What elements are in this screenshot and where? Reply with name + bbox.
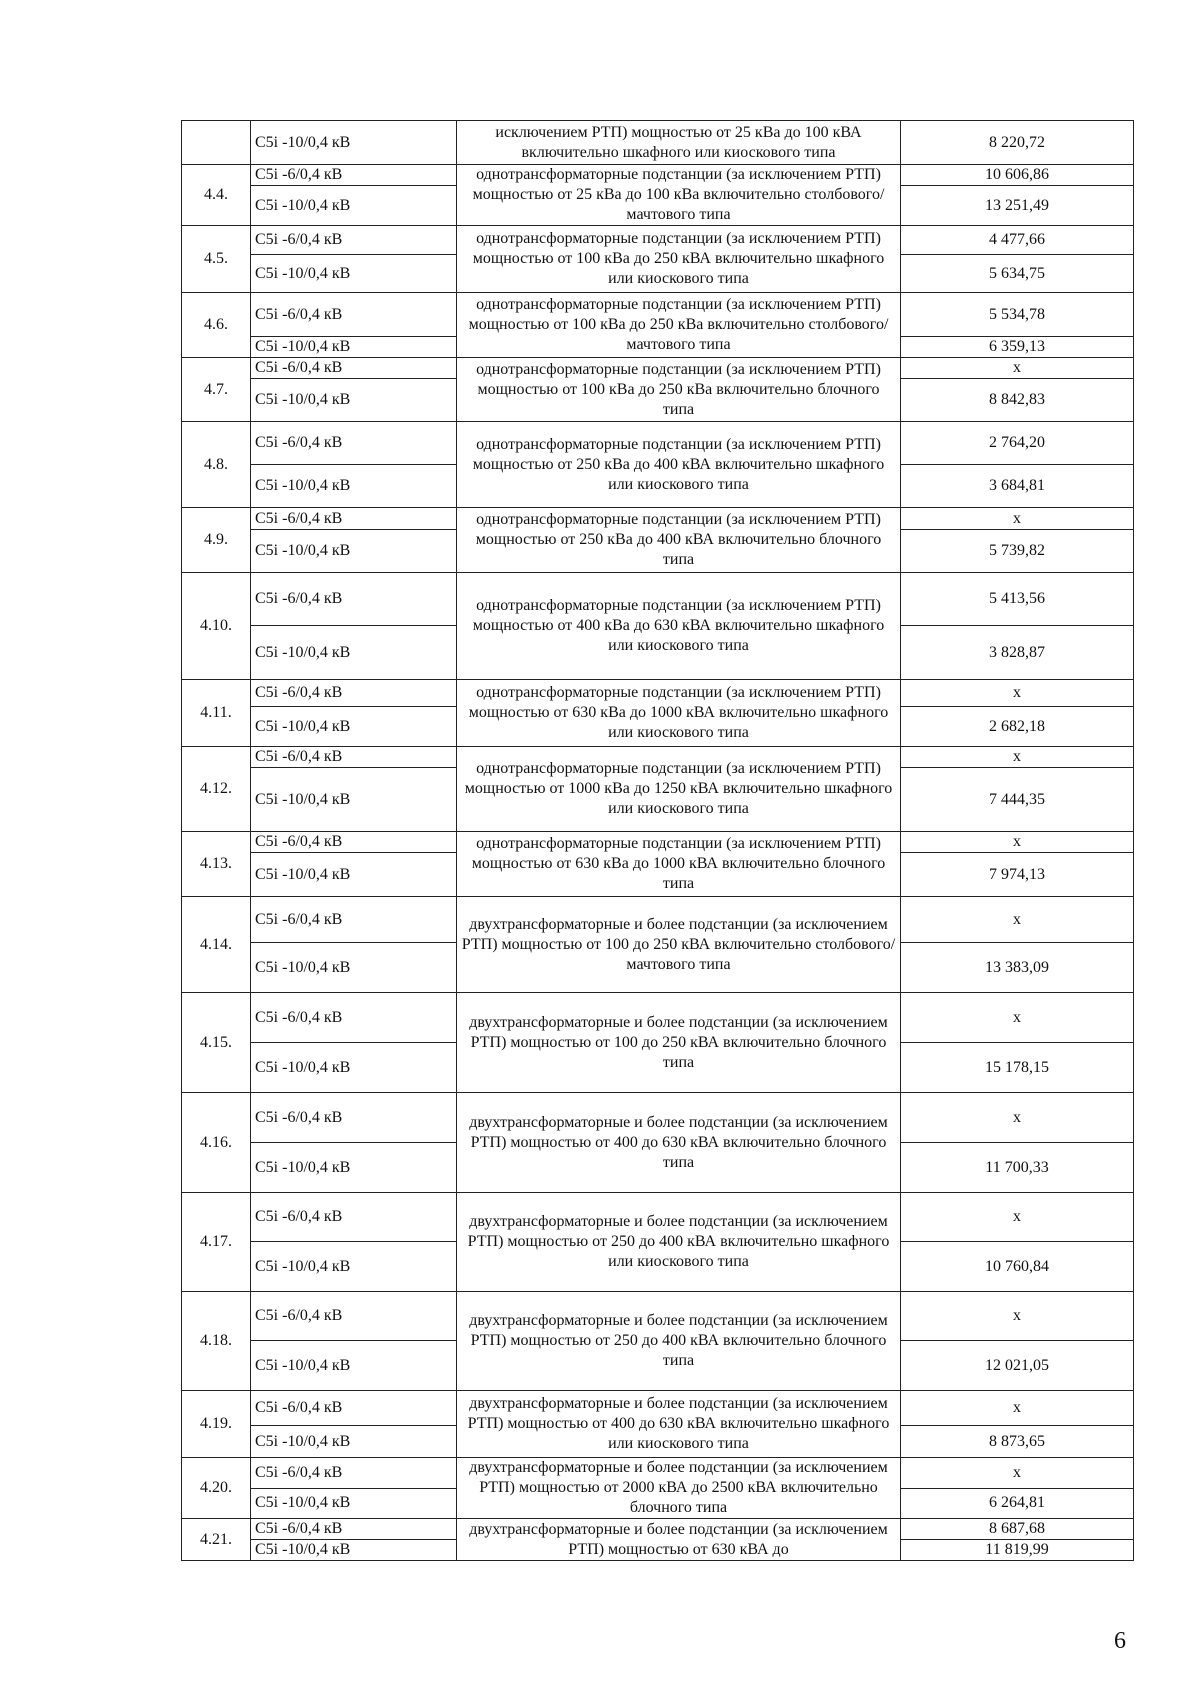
tariff-code-cell: C5i -10/0,4 кВ <box>251 1143 457 1193</box>
tariff-code-cell: C5i -6/0,4 кВ <box>251 573 457 626</box>
tariff-code-cell: C5i -6/0,4 кВ <box>251 358 457 379</box>
substation-description-cell: двухтрансформаторные и более подстанции (за исключением РТП) мощностью от 630 кВА до <box>457 1519 901 1561</box>
tariff-code-cell: C5i -10/0,4 кВ <box>251 337 457 358</box>
item-number-cell: 4.5. <box>182 226 251 293</box>
rate-value-cell: 13 383,09 <box>901 943 1134 993</box>
item-number-cell: 4.14. <box>182 897 251 993</box>
item-number-cell: 4.10. <box>182 573 251 680</box>
substation-description-cell: двухтрансформаторные и более подстанции (за исключением РТП) мощностью от 250 до 400 кВА включительно шкафного или киоскового типа <box>457 1193 901 1292</box>
tariff-code-cell: C5i -6/0,4 кВ <box>251 422 457 465</box>
rate-value-cell: 5 739,82 <box>901 530 1134 573</box>
table-row <box>182 358 1134 379</box>
item-number-cell: 4.18. <box>182 1292 251 1391</box>
rate-value-cell: 8 220,72 <box>901 121 1134 165</box>
table-row <box>182 1519 1134 1540</box>
table-row <box>182 121 1134 165</box>
rate-value-cell: 5 634,75 <box>901 255 1134 293</box>
substation-description-cell: двухтрансформаторные и более подстанции (за исключением РТП) мощностью от 100 до 250 кВА включительно блочного типа <box>457 993 901 1093</box>
substation-description-cell: однотрансформаторные подстанции (за исключением РТП) мощностью от 100 кВа до 250 кВА включительно шкафного или киоскового типа <box>457 226 901 293</box>
item-number-cell <box>182 121 251 165</box>
tariff-code-cell: C5i -10/0,4 кВ <box>251 379 457 422</box>
tariff-code-cell: C5i -10/0,4 кВ <box>251 707 457 747</box>
item-number-cell: 4.19. <box>182 1391 251 1458</box>
tariff-code-cell: C5i -6/0,4 кВ <box>251 832 457 853</box>
tariff-code-cell: C5i -6/0,4 кВ <box>251 1458 457 1489</box>
substation-description-cell: однотрансформаторные подстанции (за исключением РТП) мощностью от 630 кВа до 1000 кВА включительно блочного типа <box>457 832 901 897</box>
item-number-cell: 4.20. <box>182 1458 251 1519</box>
tariff-code-cell: C5i -6/0,4 кВ <box>251 1292 457 1341</box>
table-row <box>182 832 1134 853</box>
substation-description-cell: исключением РТП) мощностью от 25 кВа до 100 кВА включительно шкафного или киоскового типа <box>457 121 901 165</box>
table-row <box>182 573 1134 626</box>
rate-value-cell: 15 178,15 <box>901 1043 1134 1093</box>
table-row <box>182 1391 1134 1426</box>
table-row <box>182 293 1134 337</box>
item-number-cell: 4.15. <box>182 993 251 1093</box>
substation-description-cell: двухтрансформаторные и более подстанции (за исключением РТП) мощностью от 250 до 400 кВА включительно блочного типа <box>457 1292 901 1391</box>
rate-value-cell: 8 687,68 <box>901 1519 1134 1540</box>
table-row <box>182 1458 1134 1489</box>
rate-value-cell: 5 413,56 <box>901 573 1134 626</box>
item-number-cell: 4.9. <box>182 508 251 573</box>
tariff-table-body <box>182 121 1134 1561</box>
table-row <box>182 993 1134 1043</box>
rate-value-cell: х <box>901 832 1134 853</box>
tariff-code-cell: C5i -6/0,4 кВ <box>251 747 457 768</box>
table-row <box>182 747 1134 768</box>
rate-value-cell: 10 760,84 <box>901 1242 1134 1292</box>
substation-description-cell: двухтрансформаторные и более подстанции (за исключением РТП) мощностью от 100 до 250 кВА включительно столбового/мачтового типа <box>457 897 901 993</box>
rate-value-cell: х <box>901 1193 1134 1242</box>
item-number-cell: 4.11. <box>182 680 251 747</box>
tariff-code-cell: C5i -10/0,4 кВ <box>251 121 457 165</box>
page-number: 6 <box>1114 1628 1126 1654</box>
tariff-code-cell: C5i -10/0,4 кВ <box>251 1426 457 1458</box>
substation-description-cell: однотрансформаторные подстанции (за исключением РТП) мощностью от 630 кВа до 1000 кВА включительно шкафного или киоскового типа <box>457 680 901 747</box>
rate-value-cell: 7 974,13 <box>901 853 1134 897</box>
table-row <box>182 1193 1134 1242</box>
rate-value-cell: х <box>901 1093 1134 1143</box>
table-row <box>182 422 1134 465</box>
tariff-code-cell: C5i -10/0,4 кВ <box>251 186 457 226</box>
table-row <box>182 508 1134 530</box>
tariff-code-cell: C5i -10/0,4 кВ <box>251 1341 457 1391</box>
substation-description-cell: однотрансформаторные подстанции (за исключением РТП) мощностью от 400 кВа до 630 кВА включительно шкафного или киоскового типа <box>457 573 901 680</box>
tariff-code-cell: C5i -6/0,4 кВ <box>251 680 457 707</box>
rate-value-cell: 3 684,81 <box>901 465 1134 508</box>
rate-value-cell: 4 477,66 <box>901 226 1134 255</box>
table-row <box>182 165 1134 186</box>
item-number-cell: 4.17. <box>182 1193 251 1292</box>
substation-description-cell: однотрансформаторные подстанции (за исключением РТП) мощностью от 1000 кВа до 1250 кВА включительно шкафного или киоскового типа <box>457 747 901 832</box>
tariff-code-cell: C5i -10/0,4 кВ <box>251 853 457 897</box>
tariff-code-cell: C5i -10/0,4 кВ <box>251 1043 457 1093</box>
substation-description-cell: однотрансформаторные подстанции (за исключением РТП) мощностью от 100 кВа до 250 кВа включительно блочного типа <box>457 358 901 422</box>
tariff-code-cell: C5i -10/0,4 кВ <box>251 943 457 993</box>
tariff-code-cell: C5i -10/0,4 кВ <box>251 1242 457 1292</box>
tariff-code-cell: C5i -10/0,4 кВ <box>251 768 457 832</box>
item-number-cell: 4.12. <box>182 747 251 832</box>
rate-value-cell: 12 021,05 <box>901 1341 1134 1391</box>
rate-value-cell: х <box>901 508 1134 530</box>
rate-value-cell: 8 873,65 <box>901 1426 1134 1458</box>
rate-value-cell: 2 764,20 <box>901 422 1134 465</box>
substation-description-cell: однотрансформаторные подстанции (за исключением РТП) мощностью от 25 кВа до 100 кВа включительно столбового/мачтового типа <box>457 165 901 226</box>
rate-value-cell: х <box>901 747 1134 768</box>
rate-value-cell: х <box>901 1292 1134 1341</box>
tariff-code-cell: C5i -6/0,4 кВ <box>251 1093 457 1143</box>
tariff-code-cell: C5i -6/0,4 кВ <box>251 1519 457 1540</box>
rate-value-cell: 2 682,18 <box>901 707 1134 747</box>
rate-value-cell: 8 842,83 <box>901 379 1134 422</box>
tariff-code-cell: C5i -6/0,4 кВ <box>251 897 457 943</box>
tariff-code-cell: C5i -10/0,4 кВ <box>251 1488 457 1519</box>
tariff-code-cell: C5i -6/0,4 кВ <box>251 226 457 255</box>
rate-value-cell: х <box>901 1391 1134 1426</box>
item-number-cell: 4.7. <box>182 358 251 422</box>
rate-value-cell: х <box>901 358 1134 379</box>
table-row <box>182 226 1134 255</box>
substation-description-cell: однотрансформаторные подстанции (за исключением РТП) мощностью от 100 кВа до 250 кВа включительно столбового/мачтового типа <box>457 293 901 358</box>
substation-description-cell: двухтрансформаторные и более подстанции (за исключением РТП) мощностью от 400 до 630 кВА включительно блочного типа <box>457 1093 901 1193</box>
rate-value-cell: х <box>901 897 1134 943</box>
table-row <box>182 897 1134 943</box>
rate-value-cell: х <box>901 680 1134 707</box>
substation-description-cell: двухтрансформаторные и более подстанции (за исключением РТП) мощностью от 400 до 630 кВА включительно шкафного или киоскового типа <box>457 1391 901 1458</box>
table-row <box>182 1292 1134 1341</box>
tariff-code-cell: C5i -10/0,4 кВ <box>251 1540 457 1561</box>
item-number-cell: 4.4. <box>182 165 251 226</box>
tariff-code-cell: C5i -6/0,4 кВ <box>251 993 457 1043</box>
item-number-cell: 4.13. <box>182 832 251 897</box>
tariff-code-cell: C5i -10/0,4 кВ <box>251 530 457 573</box>
table-row <box>182 680 1134 707</box>
rate-value-cell: 5 534,78 <box>901 293 1134 337</box>
rate-value-cell: 10 606,86 <box>901 165 1134 186</box>
tariff-code-cell: C5i -10/0,4 кВ <box>251 255 457 293</box>
rate-value-cell: 11 819,99 <box>901 1540 1134 1561</box>
tariff-code-cell: C5i -6/0,4 кВ <box>251 1391 457 1426</box>
rate-value-cell: 13 251,49 <box>901 186 1134 226</box>
tariff-table <box>181 120 1134 1561</box>
item-number-cell: 4.6. <box>182 293 251 358</box>
rate-value-cell: х <box>901 993 1134 1043</box>
rate-value-cell: х <box>901 1458 1134 1489</box>
tariff-code-cell: C5i -6/0,4 кВ <box>251 165 457 186</box>
table-row <box>182 1093 1134 1143</box>
item-number-cell: 4.8. <box>182 422 251 508</box>
substation-description-cell: однотрансформаторные подстанции (за исключением РТП) мощностью от 250 кВа до 400 кВА включительно блочного типа <box>457 508 901 573</box>
rate-value-cell: 3 828,87 <box>901 626 1134 680</box>
tariff-code-cell: C5i -6/0,4 кВ <box>251 1193 457 1242</box>
rate-value-cell: 11 700,33 <box>901 1143 1134 1193</box>
rate-value-cell: 7 444,35 <box>901 768 1134 832</box>
substation-description-cell: однотрансформаторные подстанции (за исключением РТП) мощностью от 250 кВа до 400 кВА включительно шкафного или киоскового типа <box>457 422 901 508</box>
item-number-cell: 4.21. <box>182 1519 251 1561</box>
rate-value-cell: 6 359,13 <box>901 337 1134 358</box>
tariff-code-cell: C5i -10/0,4 кВ <box>251 465 457 508</box>
rate-value-cell: 6 264,81 <box>901 1488 1134 1519</box>
tariff-code-cell: C5i -6/0,4 кВ <box>251 293 457 337</box>
item-number-cell: 4.16. <box>182 1093 251 1193</box>
tariff-code-cell: C5i -6/0,4 кВ <box>251 508 457 530</box>
substation-description-cell: двухтрансформаторные и более подстанции (за исключением РТП) мощностью от 2000 кВА до 2500 кВА включительно блочного типа <box>457 1458 901 1519</box>
tariff-code-cell: C5i -10/0,4 кВ <box>251 626 457 680</box>
